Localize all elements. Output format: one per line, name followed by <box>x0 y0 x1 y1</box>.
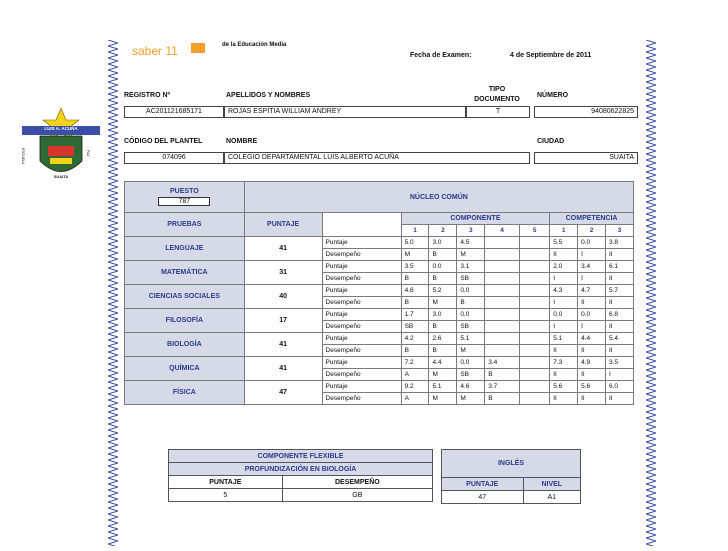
componente-desempeno: M <box>429 369 457 381</box>
componente-desempeno: A <box>401 369 429 381</box>
numero-label: NÚMERO <box>537 92 569 99</box>
componente-puntaje: 4.6 <box>457 381 485 393</box>
componente-desempeno: M <box>401 249 429 261</box>
subject-row-puntaje <box>125 237 634 249</box>
desempeno-row-label: Desempeño <box>322 345 401 357</box>
competencia-desempeno: II <box>606 321 634 333</box>
competencia-puntaje: 4.9 <box>578 357 606 369</box>
subject-score: 41 <box>244 357 322 381</box>
competencia-puntaje: 5.1 <box>550 333 578 345</box>
componente-desempeno <box>520 345 550 357</box>
componente-puntaje: 4.4 <box>429 357 457 369</box>
desempeno-row-label: Desempeño <box>322 369 401 381</box>
flexible-table <box>168 449 433 502</box>
subject-row-puntaje <box>125 333 634 345</box>
flexible-subtitle: PROFUNDIZACIÓN EN BIOLOGÍA <box>169 463 433 476</box>
componente-desempeno <box>485 249 520 261</box>
puntaje-row-label: Puntaje <box>322 333 401 345</box>
componente-puntaje: 0.0 <box>457 309 485 321</box>
desempeno-row-label: Desempeño <box>322 249 401 261</box>
componente-desempeno <box>485 345 520 357</box>
ingles-nivel-label: NIVEL <box>523 478 581 491</box>
competencia-desempeno: II <box>606 297 634 309</box>
componente-puntaje: 7.2 <box>401 357 429 369</box>
componente-num-1: 1 <box>401 225 429 237</box>
componente-puntaje: 4.6 <box>401 285 429 297</box>
componente-desempeno: B <box>401 345 429 357</box>
componente-desempeno: B <box>429 273 457 285</box>
flexible-title: COMPONENTE FLEXIBLE <box>169 450 433 463</box>
componente-desempeno: A <box>401 393 429 405</box>
competencia-desempeno: II <box>578 369 606 381</box>
competencia-puntaje: 4.3 <box>550 285 578 297</box>
componente-puntaje: 4.5 <box>457 237 485 249</box>
componente-desempeno <box>520 297 550 309</box>
componente-num-2: 2 <box>429 225 457 237</box>
subject-score: 47 <box>244 381 322 405</box>
componente-puntaje <box>520 357 550 369</box>
competencia-puntaje: 6.0 <box>606 381 634 393</box>
competencia-puntaje: 3.8 <box>606 237 634 249</box>
componente-puntaje <box>520 285 550 297</box>
componente-puntaje <box>485 261 520 273</box>
competencia-desempeno: II <box>550 249 578 261</box>
subject-score: 17 <box>244 309 322 333</box>
puntaje-row-label: Puntaje <box>322 285 401 297</box>
competencia-puntaje: 2.0 <box>550 261 578 273</box>
logo-bottom-text: SUAITA <box>53 174 69 179</box>
competencia-puntaje: 7.3 <box>550 357 578 369</box>
componente-puntaje <box>520 237 550 249</box>
componente-puntaje: 2.6 <box>429 333 457 345</box>
competencia-num-1: 1 <box>550 225 578 237</box>
componente-desempeno <box>485 297 520 309</box>
flexible-puntaje-value: 5 <box>169 489 283 502</box>
subject-score: 41 <box>244 237 322 261</box>
puesto-cell <box>125 182 245 213</box>
competencia-desempeno: II <box>606 393 634 405</box>
flexible-puntaje-label: PUNTAJE <box>169 476 283 489</box>
subject-row-puntaje <box>125 309 634 321</box>
subject-row-puntaje <box>125 261 634 273</box>
componente-desempeno <box>485 273 520 285</box>
componente-puntaje: 3.1 <box>457 261 485 273</box>
flexible-desempeno-label: DESEMPEÑO <box>282 476 432 489</box>
nombre-value: ROJAS ESPITIA WILLIAM ANDREY <box>224 106 466 118</box>
pruebas-header: PRUEBAS <box>125 213 245 237</box>
competencia-desempeno: II <box>606 345 634 357</box>
brand-subtitle: de la Educación Media <box>222 42 287 48</box>
competencia-desempeno: II <box>606 249 634 261</box>
logo-banner-text: LUIS A. ACUÑA <box>44 126 78 131</box>
componente-puntaje <box>520 309 550 321</box>
componente-desempeno: B <box>429 321 457 333</box>
componente-puntaje <box>520 261 550 273</box>
plantel-value: COLEGIO DEPARTAMENTAL LUIS ALBERTO ACUÑA <box>224 152 530 164</box>
componente-num-5: 5 <box>520 225 550 237</box>
competencia-desempeno: II <box>578 393 606 405</box>
competencia-desempeno: I <box>578 273 606 285</box>
subject-row-puntaje <box>125 357 634 369</box>
ingles-puntaje-label: PUNTAJE <box>442 478 524 491</box>
numero-value: 94080622825 <box>534 106 638 118</box>
competencia-desempeno: II <box>578 297 606 309</box>
componente-puntaje: 0.0 <box>457 285 485 297</box>
brand-text: saber 11 <box>132 44 178 58</box>
componente-puntaje: 3.0 <box>429 309 457 321</box>
competencia-header: COMPETENCIA <box>550 213 634 225</box>
desempeno-row-label: Desempeño <box>322 273 401 285</box>
competencia-puntaje: 6.1 <box>606 261 634 273</box>
componente-desempeno: SB <box>457 369 485 381</box>
componente-desempeno: B <box>457 297 485 309</box>
componente-desempeno <box>520 393 550 405</box>
competencia-num-3: 3 <box>606 225 634 237</box>
componente-desempeno <box>520 369 550 381</box>
nucleo-comun-header: NÚCLEO COMÚN <box>244 182 633 213</box>
competencia-desempeno: II <box>578 345 606 357</box>
ingles-nivel-value: A1 <box>523 491 581 504</box>
competencia-desempeno: I <box>550 321 578 333</box>
componente-desempeno: M <box>429 393 457 405</box>
ciudad-label: CIUDAD <box>537 138 565 145</box>
componente-desempeno <box>520 249 550 261</box>
componente-puntaje: 5.2 <box>429 285 457 297</box>
logo-right-text: PAZ <box>86 150 90 157</box>
results-table <box>124 181 634 405</box>
componente-puntaje: 1.7 <box>401 309 429 321</box>
puntaje-row-label: Puntaje <box>322 237 401 249</box>
registro-label: REGISTRO Nº <box>124 92 171 99</box>
star-icon <box>43 108 79 140</box>
competencia-desempeno: I <box>606 369 634 381</box>
registro-value: AC201121685171 <box>124 106 224 118</box>
componente-desempeno: B <box>429 345 457 357</box>
componente-puntaje: 5.1 <box>429 381 457 393</box>
componente-desempeno: B <box>429 249 457 261</box>
componente-puntaje <box>485 237 520 249</box>
competencia-desempeno: I <box>550 297 578 309</box>
competencia-desempeno: II <box>550 345 578 357</box>
exam-date-label: Fecha de Examen: <box>410 52 472 59</box>
componente-header: COMPONENTE <box>401 213 550 225</box>
subject-row-puntaje <box>125 285 634 297</box>
puntaje-row-label: Puntaje <box>322 357 401 369</box>
competencia-desempeno: II <box>550 369 578 381</box>
subject-name: BIOLOGÍA <box>125 333 245 357</box>
right-border-pattern <box>646 40 656 546</box>
competencia-puntaje: 5.5 <box>550 237 578 249</box>
componente-desempeno: M <box>429 297 457 309</box>
competencia-desempeno: I <box>550 273 578 285</box>
componente-desempeno: B <box>401 297 429 309</box>
componente-puntaje: 5.0 <box>401 237 429 249</box>
componente-num-3: 3 <box>457 225 485 237</box>
subject-name: QUÍMICA <box>125 357 245 381</box>
componente-desempeno: M <box>457 249 485 261</box>
subject-name: FILOSOFÍA <box>125 309 245 333</box>
componente-desempeno: B <box>485 369 520 381</box>
puntaje-row-label: Puntaje <box>322 381 401 393</box>
componente-puntaje: 3.4 <box>485 357 520 369</box>
componente-puntaje: 5.1 <box>457 333 485 345</box>
subject-score: 40 <box>244 285 322 309</box>
competencia-puntaje: 5.7 <box>606 285 634 297</box>
subject-name: LENGUAJE <box>125 237 245 261</box>
subject-row-puntaje <box>125 381 634 393</box>
subject-score: 31 <box>244 261 322 285</box>
flexible-desempeno-value: GB <box>282 489 432 502</box>
componente-desempeno <box>520 321 550 333</box>
tipo-doc-value: T <box>466 106 530 118</box>
competencia-puntaje: 5.4 <box>606 333 634 345</box>
componente-puntaje: 0.0 <box>457 357 485 369</box>
componente-desempeno <box>520 273 550 285</box>
componente-puntaje <box>520 381 550 393</box>
competencia-puntaje: 4.4 <box>578 333 606 345</box>
tipo-doc-label-2: DOCUMENTO <box>474 96 520 103</box>
componente-puntaje <box>485 333 520 345</box>
competencia-desempeno: I <box>578 249 606 261</box>
puntaje-row-label: Puntaje <box>322 309 401 321</box>
componente-desempeno: B <box>485 393 520 405</box>
ingles-table <box>441 449 581 504</box>
competencia-puntaje: 5.6 <box>578 381 606 393</box>
subject-name: MATEMÁTICA <box>125 261 245 285</box>
puesto-label: PUESTO <box>170 188 199 195</box>
componente-puntaje: 3.0 <box>429 237 457 249</box>
exam-date: 4 de Septiembre de 2011 <box>510 52 592 59</box>
componente-desempeno: M <box>457 345 485 357</box>
competencia-num-2: 2 <box>578 225 606 237</box>
competencia-puntaje: 3.4 <box>578 261 606 273</box>
componente-desempeno: M <box>457 393 485 405</box>
componente-puntaje <box>485 285 520 297</box>
brand-shield-icon <box>191 43 205 53</box>
left-border-pattern <box>108 40 118 546</box>
componente-puntaje: 0.0 <box>429 261 457 273</box>
componente-desempeno: SB <box>457 273 485 285</box>
componente-desempeno: B <box>401 273 429 285</box>
logo-left-text: ESCUELA <box>21 148 25 165</box>
codigo-value: 074096 <box>124 152 224 164</box>
competencia-puntaje: 3.5 <box>606 357 634 369</box>
codigo-label: CÓDIGO DEL PLANTEL <box>124 138 203 145</box>
subject-name: CIENCIAS SOCIALES <box>125 285 245 309</box>
puntaje-header: PUNTAJE <box>244 213 322 237</box>
competencia-puntaje: 6.8 <box>606 309 634 321</box>
subject-name: FÍSICA <box>125 381 245 405</box>
componente-num-4: 4 <box>485 225 520 237</box>
puntaje-row-label: Puntaje <box>322 261 401 273</box>
competencia-desempeno: II <box>550 393 578 405</box>
competencia-puntaje: 5.6 <box>550 381 578 393</box>
competencia-desempeno: I <box>578 321 606 333</box>
competencia-desempeno: II <box>606 273 634 285</box>
desempeno-row-label: Desempeño <box>322 393 401 405</box>
ingles-title: INGLÉS <box>442 450 581 478</box>
componente-puntaje: 4.2 <box>401 333 429 345</box>
puesto-value: 787 <box>158 197 210 206</box>
componente-puntaje <box>485 309 520 321</box>
ciudad-value: SUAITA <box>534 152 638 164</box>
componente-puntaje: 9.2 <box>401 381 429 393</box>
competencia-puntaje: 0.0 <box>578 237 606 249</box>
plantel-label: NOMBRE <box>226 138 258 145</box>
componente-puntaje: 3.5 <box>401 261 429 273</box>
competencia-puntaje: 0.0 <box>578 309 606 321</box>
nombre-label: APELLIDOS Y NOMBRES <box>226 92 311 99</box>
ingles-puntaje-value: 47 <box>442 491 524 504</box>
componente-puntaje: 3.7 <box>485 381 520 393</box>
desempeno-row-label: Desempeño <box>322 297 401 309</box>
tipo-doc-label-1: TIPO <box>488 86 506 93</box>
componente-desempeno: SB <box>457 321 485 333</box>
componente-puntaje <box>520 333 550 345</box>
competencia-puntaje: 0.0 <box>550 309 578 321</box>
subject-score: 41 <box>244 333 322 357</box>
desempeno-row-label: Desempeño <box>322 321 401 333</box>
competencia-puntaje: 4.7 <box>578 285 606 297</box>
componente-desempeno <box>485 321 520 333</box>
componente-desempeno: SB <box>401 321 429 333</box>
